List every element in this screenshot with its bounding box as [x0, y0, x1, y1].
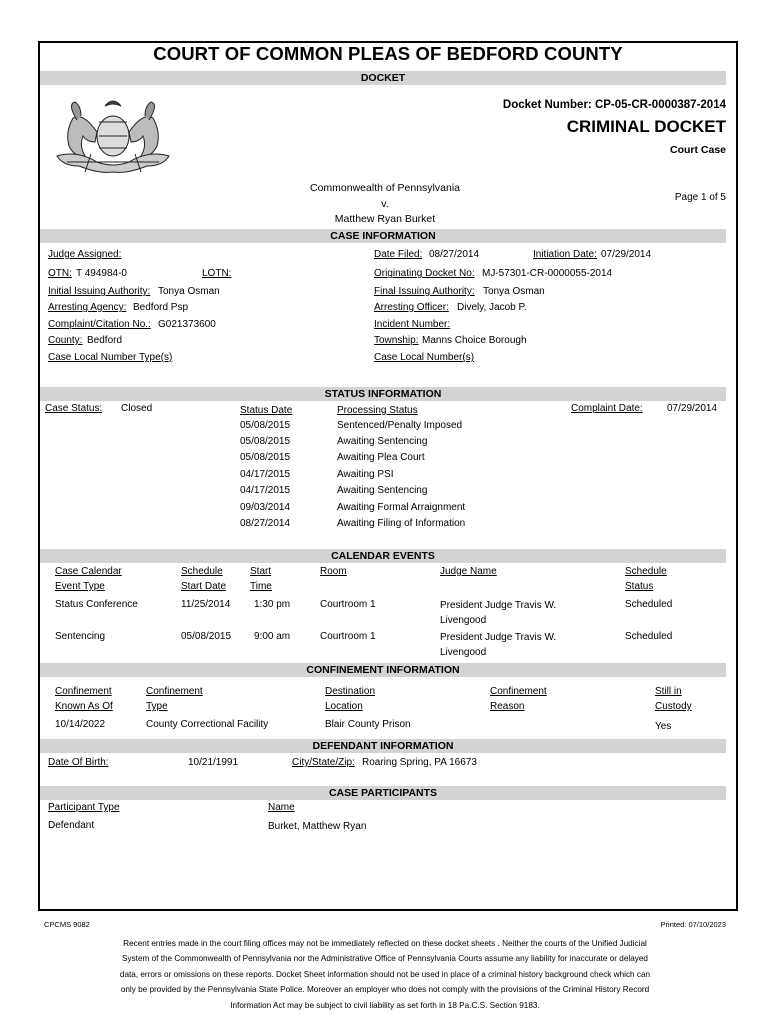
processing-status-header: Processing Status: [337, 405, 418, 416]
conf-header-reason-2: Reason: [490, 701, 525, 712]
city-state-zip-label: City/State/Zip:: [292, 757, 355, 768]
case-kind: Court Case: [669, 144, 726, 156]
participant-name-header: Name: [268, 802, 295, 813]
status-row-status: Awaiting Filing of Information: [337, 518, 466, 529]
initial-authority-label: Initial Issuing Authority:: [48, 286, 151, 297]
caption-versus: v.: [381, 198, 389, 210]
conf-destination: Blair County Prison: [325, 719, 411, 730]
docket-type: CRIMINAL DOCKET: [566, 117, 726, 136]
complaint-date-value: 07/29/2014: [667, 403, 718, 414]
conf-type: County Correctional Facility: [146, 719, 269, 730]
court-title: COURT OF COMMON PLEAS OF BEDFORD COUNTY: [153, 43, 623, 64]
cal-header-start-1: Start: [250, 566, 272, 577]
status-row-date: 09/03/2014: [240, 502, 291, 513]
arresting-agency-label: Arresting Agency:: [48, 302, 127, 313]
cal-header-status-2: Status: [625, 581, 654, 592]
conf-header-reason-1: Confinement: [490, 686, 547, 697]
otn-value: T 494984-0: [76, 268, 127, 279]
conf-header-known-2: Known As Of: [55, 701, 113, 712]
participant-type: Defendant: [48, 820, 95, 831]
status-row-status: Awaiting PSI: [337, 469, 394, 480]
cal-start-date: 05/08/2015: [181, 631, 232, 642]
docket-band: DOCKET: [40, 71, 726, 85]
disclaimer-line: data, errors or omissions on these reports. Docket Sheet information should not be used in place of a criminal history background check which can: [119, 969, 651, 979]
date-filed-label: Date Filed:: [374, 249, 423, 260]
case-participants-band: CASE PARTICIPANTS: [40, 786, 726, 800]
cal-start-date: 11/25/2014: [181, 599, 231, 610]
page-indicator: Page 1 of 5: [674, 192, 726, 203]
arresting-officer-value: Dively, Jacob P.: [457, 302, 527, 313]
arresting-officer-label: Arresting Officer:: [374, 302, 449, 313]
disclaimer-line: Information Act may be subject to civil liability as set forth in 18 Pa.C.S. Section 9183.: [230, 1000, 540, 1010]
cal-judge-line-2: Livengood: [440, 615, 487, 626]
city-state-zip-value: Roaring Spring, PA 16673: [362, 757, 477, 768]
conf-header-type-2: Type: [146, 701, 168, 712]
originating-docket-value: MJ-57301-CR-0000055-2014: [482, 268, 613, 279]
initial-authority-value: Tonya Osman: [158, 286, 220, 297]
cal-judge-line-1: President Judge Travis W.: [440, 632, 557, 643]
cal-judge-line-2: Livengood: [440, 647, 487, 658]
status-information-band: STATUS INFORMATION: [40, 387, 726, 401]
county-value: Bedford: [87, 335, 123, 346]
arresting-agency-value: Bedford Psp: [133, 302, 189, 313]
disclaimer-line: only be provided by the Pennsylvania State Police. Moreover an employer who does not comply with the provisions of the Criminal History Record: [120, 985, 650, 995]
conf-header-known-1: Confinement: [55, 686, 112, 697]
status-row-date: 05/08/2015: [240, 436, 291, 447]
disclaimer: [60, 936, 710, 1013]
disclaimer-line: System of the Commonwealth of Pennsylvania nor the Administrative Office of Pennsylvania Courts assume any liability for inaccurate or delayed: [122, 954, 648, 964]
printed-date: Printed: 07/10/2023: [660, 920, 726, 929]
township-value: Manns Choice Borough: [422, 335, 527, 346]
cal-header-event-2: Event Type: [55, 581, 105, 592]
dob-value: 10/21/1991: [188, 757, 239, 768]
disclaimer-line: Recent entries made in the court filing offices may not be immediately reflected on these docket sheets . Neither the courts of the Unified Judicial: [123, 939, 647, 948]
status-row-date: 04/17/2015: [240, 469, 291, 480]
cal-event-type: Status Conference: [55, 599, 138, 610]
complaint-number-label: Complaint/Citation No.:: [48, 319, 151, 330]
status-row-status: Awaiting Sentencing: [337, 436, 428, 447]
status-row-status: Awaiting Sentencing: [337, 485, 428, 496]
final-authority-value: Tonya Osman: [483, 286, 545, 297]
case-status-label: Case Status:: [45, 403, 103, 414]
dob-label: Date Of Birth:: [48, 757, 109, 768]
confinement-information-band: CONFINEMENT INFORMATION: [40, 663, 726, 677]
status-row-date: 04/17/2015: [240, 485, 291, 496]
case-information-band: CASE INFORMATION: [40, 229, 726, 243]
status-row-status: Sentenced/Penalty Imposed: [337, 420, 463, 431]
conf-header-type-1: Confinement: [146, 686, 203, 697]
otn-label: OTN:: [48, 268, 72, 279]
complaint-date-label: Complaint Date:: [571, 403, 643, 414]
conf-known-as-of: 10/14/2022: [55, 719, 106, 730]
caption-defendant: Matthew Ryan Burket: [334, 213, 436, 225]
cal-event-type: Sentencing: [55, 631, 106, 642]
cal-room: Courtroom 1: [320, 631, 376, 642]
final-authority-label: Final Issuing Authority:: [374, 286, 475, 297]
conf-header-dest-2: Location: [325, 701, 363, 712]
judge-assigned-label: Judge Assigned:: [48, 249, 122, 260]
defendant-information-band: DEFENDANT INFORMATION: [40, 739, 726, 753]
cal-start-time: 1:30 pm: [254, 599, 291, 610]
participant-type-header: Participant Type: [48, 802, 120, 813]
case-status-value: Closed: [121, 403, 153, 414]
county-label: County:: [48, 335, 83, 346]
status-row-date: 05/08/2015: [240, 452, 291, 463]
pennsylvania-seal-icon: [47, 92, 179, 176]
status-row-status: Awaiting Plea Court: [337, 452, 425, 463]
lotn-label: LOTN:: [202, 268, 232, 279]
status-row-date: 08/27/2014: [240, 518, 291, 529]
form-number: CPCMS 9082: [44, 920, 90, 929]
date-filed-value: 08/27/2014: [429, 249, 480, 260]
calendar-events-band: CALENDAR EVENTS: [40, 549, 726, 563]
cal-header-sched-2: Start Date: [181, 581, 227, 592]
conf-still-in-custody: Yes: [655, 721, 672, 732]
status-date-header: Status Date: [240, 405, 293, 416]
originating-docket-label: Originating Docket No:: [374, 268, 475, 279]
case-local-number-label: Case Local Number(s): [374, 352, 475, 363]
cal-start-time: 9:00 am: [254, 631, 291, 642]
cal-judge-line-1: President Judge Travis W.: [440, 600, 557, 611]
cal-header-start-2: Time: [250, 581, 272, 592]
initiation-date-value: 07/29/2014: [601, 249, 652, 260]
complaint-number-value: G021373600: [158, 319, 216, 330]
cal-header-room: Room: [320, 566, 347, 577]
incident-number-label: Incident Number:: [374, 319, 451, 330]
township-label: Township:: [374, 335, 419, 346]
status-row-date: 05/08/2015: [240, 420, 291, 431]
caption-plaintiff: Commonwealth of Pennsylvania: [310, 182, 460, 194]
case-local-type-label: Case Local Number Type(s): [48, 352, 173, 363]
cal-header-event-1: Case Calendar: [55, 566, 122, 577]
conf-header-dest-1: Destination: [325, 686, 376, 697]
initiation-date-label: Initiation Date:: [533, 249, 597, 260]
docket-number: Docket Number: CP-05-CR-0000387-2014: [502, 99, 726, 111]
cal-header-sched-1: Schedule: [181, 566, 223, 577]
participant-name: Burket, Matthew Ryan: [268, 821, 367, 832]
status-row-status: Awaiting Formal Arraignment: [337, 502, 466, 513]
cal-status: Scheduled: [625, 631, 673, 642]
conf-header-custody-1: Still in: [655, 686, 682, 697]
cal-header-status-1: Schedule: [625, 566, 667, 577]
cal-room: Courtroom 1: [320, 599, 376, 610]
cal-status: Scheduled: [625, 599, 673, 610]
conf-header-custody-2: Custody: [655, 701, 692, 712]
cal-header-judge: Judge Name: [440, 566, 497, 577]
